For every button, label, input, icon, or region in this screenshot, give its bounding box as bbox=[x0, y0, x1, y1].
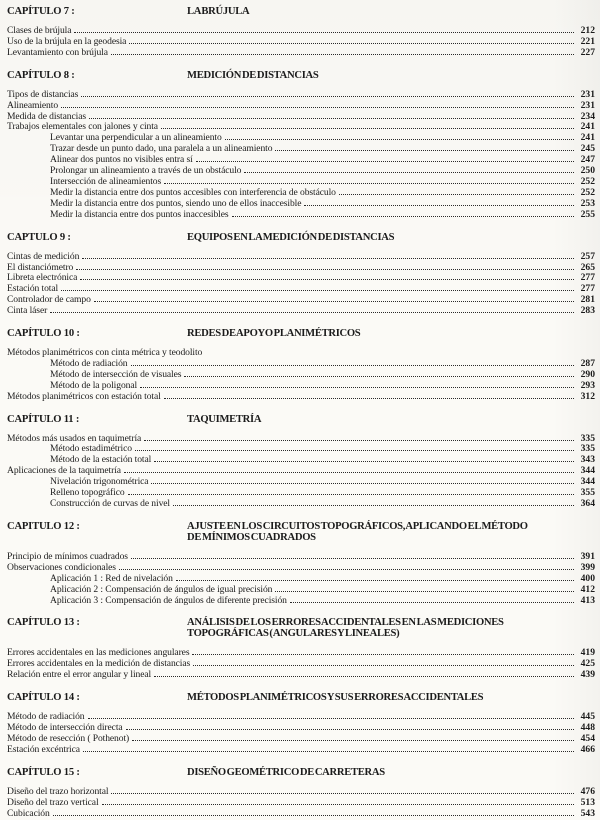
entry-title: Método de intersección de visuales bbox=[50, 368, 182, 380]
toc-entry bbox=[7, 809, 595, 820]
dot-leader bbox=[339, 194, 574, 195]
entry-title: Estación excéntrica bbox=[7, 743, 80, 755]
entry-title: Métodos planimétricos con cinta métrica y teodolito bbox=[7, 347, 203, 359]
toc-entry bbox=[7, 798, 595, 809]
entry-title: Aplicaciones de la taquimetría bbox=[7, 465, 121, 477]
toc-chapter bbox=[7, 70, 595, 221]
entry-page: 234 bbox=[580, 110, 595, 122]
dot-leader bbox=[131, 558, 574, 559]
entry-page: 419 bbox=[580, 647, 595, 659]
dot-leader bbox=[119, 569, 574, 570]
entry-page: 287 bbox=[580, 357, 595, 369]
toc-entry bbox=[7, 273, 595, 284]
entry-title: Método estadimétrico bbox=[50, 443, 132, 455]
dot-leader bbox=[232, 216, 575, 217]
dot-leader bbox=[76, 269, 574, 270]
dot-leader bbox=[50, 312, 574, 313]
entry-page: 344 bbox=[580, 476, 595, 488]
dot-leader bbox=[102, 804, 574, 805]
chapter-label: CAPÍTULO 15 : bbox=[7, 766, 80, 778]
dot-leader bbox=[111, 793, 574, 794]
chapter-label: CAPÍTULO 8 : bbox=[7, 69, 75, 81]
entry-page: 344 bbox=[580, 465, 595, 477]
dot-leader bbox=[176, 580, 574, 581]
dot-leader bbox=[132, 740, 574, 741]
entry-title: Alineamiento bbox=[7, 99, 59, 111]
entry-title: Estación total bbox=[7, 283, 59, 295]
entry-title: Construcción de curvas de nivel bbox=[50, 498, 170, 509]
chapter-header bbox=[7, 767, 595, 778]
dot-leader bbox=[135, 450, 574, 451]
entry-title: Cinta láser bbox=[7, 305, 48, 317]
entry-title: Nivelación trigonométrica bbox=[50, 476, 149, 488]
entry-page: 241 bbox=[580, 121, 595, 133]
entry-title: Cintas de medición bbox=[7, 250, 80, 262]
chapter-label: CAPÍTULO 14 : bbox=[7, 692, 80, 704]
dot-leader bbox=[154, 676, 574, 677]
entry-page: 257 bbox=[580, 250, 595, 262]
chapter-header bbox=[7, 328, 595, 339]
entry-page: 277 bbox=[580, 283, 595, 295]
toc-entry bbox=[7, 596, 595, 607]
entry-title: Tipos de distancias bbox=[7, 88, 79, 100]
entry-title: Medir la distancia entre dos puntos, siendo uno de ellos inaccesible bbox=[50, 197, 302, 209]
entry-page: 245 bbox=[580, 143, 595, 155]
toc-chapter bbox=[7, 232, 595, 317]
entry-title: Aplicación 1 : Red de nivelación bbox=[50, 572, 173, 584]
toc-entry bbox=[7, 284, 595, 295]
entry-title: Aplicación 3 : Compensación de ángulos de diferente precisión bbox=[50, 594, 287, 606]
entry-title: Método de la estación total bbox=[50, 454, 152, 466]
toc-entry bbox=[7, 670, 595, 681]
dot-leader bbox=[144, 440, 574, 441]
entry-page: 391 bbox=[580, 550, 595, 562]
entry-title: Métodos más usados en taquimetría bbox=[7, 432, 142, 444]
entry-page: 212 bbox=[580, 25, 595, 36]
entry-page: 277 bbox=[580, 272, 595, 284]
chapter-entries bbox=[7, 90, 595, 221]
entry-title: Levantamiento con brújula bbox=[7, 46, 108, 58]
entry-title: Cubicación bbox=[7, 807, 50, 819]
entry-title: Trabajos elementales con jalones y cinta bbox=[7, 121, 158, 133]
chapter-title: ANÁLISIS DE LOS ERRORES ACCIDENTALES EN LAS MEDICIONES TOPOGRÁFICAS ( ANGULARES Y LINEALES) bbox=[187, 617, 504, 640]
dot-leader bbox=[161, 128, 574, 129]
entry-title: Medir la distancia entre dos puntos accesibles con interferencia de obstáculo bbox=[50, 186, 336, 198]
dot-leader bbox=[173, 505, 574, 506]
entry-title: Intersección de alineamientos bbox=[50, 175, 162, 187]
dot-leader bbox=[290, 602, 574, 603]
entry-page: 281 bbox=[580, 294, 595, 306]
toc-chapter bbox=[7, 6, 595, 59]
chapter-title: MEDICIÓN DE DISTANCIAS bbox=[187, 69, 319, 81]
dot-leader bbox=[244, 172, 574, 173]
entry-page: 543 bbox=[580, 807, 595, 819]
dot-leader bbox=[304, 205, 574, 206]
dot-leader bbox=[126, 729, 574, 730]
entry-page: 231 bbox=[580, 99, 595, 111]
chapter-title: AJUSTE EN LOS CIRCUITOS TOPOGRÁFICOS, APLICANDO EL MÉTODO DE MÍNIMOS CUADRADOS bbox=[187, 520, 528, 543]
chapter-entries bbox=[7, 434, 595, 510]
dot-leader bbox=[82, 258, 574, 259]
entry-page: 454 bbox=[580, 732, 595, 744]
chapter-header bbox=[7, 6, 595, 17]
entry-title: El distanciómetro bbox=[7, 261, 74, 273]
dot-leader bbox=[53, 815, 574, 816]
chapter-header bbox=[7, 617, 595, 639]
toc-entry bbox=[7, 734, 595, 745]
dot-leader bbox=[89, 118, 574, 119]
entry-page: 293 bbox=[580, 379, 595, 391]
dot-leader bbox=[128, 494, 574, 495]
chapter-label: CAPÍTULO 13 : bbox=[7, 617, 80, 629]
dot-leader bbox=[80, 279, 574, 280]
toc-chapter bbox=[7, 521, 595, 607]
entry-page: 425 bbox=[580, 658, 595, 670]
entry-page: 399 bbox=[580, 561, 595, 573]
entry-title: Errores accidentales en las mediciones angulares bbox=[7, 647, 190, 659]
entry-title: Observaciones condicionales bbox=[7, 561, 116, 573]
dot-leader bbox=[124, 472, 574, 473]
toc-entry bbox=[7, 295, 595, 306]
toc-chapter bbox=[7, 692, 595, 756]
toc-entry bbox=[7, 392, 595, 403]
chapter-entries bbox=[7, 552, 595, 607]
entry-title: Método de la poligonal bbox=[50, 379, 138, 391]
entry-page: 343 bbox=[580, 454, 595, 466]
entry-title: Medir la distancia entre dos puntos inaccesibles bbox=[50, 208, 229, 220]
entry-title: Prolongar un alineamiento a través de un obstáculo bbox=[50, 165, 242, 177]
toc-chapter bbox=[7, 767, 595, 820]
entry-title: Método de intersección directa bbox=[7, 722, 123, 734]
entry-page: 439 bbox=[580, 669, 595, 681]
dot-leader bbox=[192, 654, 574, 655]
entry-page: 413 bbox=[580, 594, 595, 606]
chapter-header bbox=[7, 232, 595, 243]
dot-leader bbox=[275, 150, 574, 151]
table-of-contents bbox=[7, 6, 595, 820]
chapter-entries bbox=[7, 26, 595, 59]
dot-leader bbox=[164, 183, 574, 184]
chapter-entries bbox=[7, 712, 595, 756]
dot-leader bbox=[61, 107, 574, 108]
chapter-label: CAPÍTULO 10 : bbox=[7, 328, 80, 340]
entry-page: 335 bbox=[580, 432, 595, 444]
entry-page: 253 bbox=[580, 197, 595, 209]
chapter-label: CAPÍTULO 7 : bbox=[7, 6, 75, 17]
entry-title: Relleno topográfico bbox=[50, 487, 125, 499]
entry-page: 250 bbox=[580, 165, 595, 177]
entry-page: 227 bbox=[580, 46, 595, 58]
dot-leader bbox=[94, 301, 574, 302]
entry-title: Relación entre el error angular y lineal bbox=[7, 669, 152, 681]
toc-entry bbox=[7, 574, 595, 585]
entry-page: 312 bbox=[580, 390, 595, 402]
toc-entry bbox=[7, 90, 595, 101]
dot-leader bbox=[275, 591, 574, 592]
entry-title: Alinear dos puntos no visibles entra sí bbox=[50, 154, 193, 166]
entry-page: 513 bbox=[580, 796, 595, 808]
entry-page: 400 bbox=[580, 572, 595, 584]
entry-title: Aplicación 2 : Compensación de ángulos de igual precisión bbox=[50, 583, 273, 595]
entry-page: 241 bbox=[580, 132, 595, 144]
entry-page: 283 bbox=[580, 305, 595, 317]
dot-leader bbox=[111, 54, 574, 55]
entry-title: Diseño del trazo horizontal bbox=[7, 785, 109, 797]
dot-leader bbox=[184, 376, 574, 377]
entry-page: 355 bbox=[580, 487, 595, 499]
entry-page: 252 bbox=[580, 175, 595, 187]
toc-entry bbox=[7, 499, 595, 510]
chapter-title: TAQUIMETRÍA bbox=[187, 413, 262, 425]
entry-title: Método de radiación bbox=[50, 357, 128, 369]
entry-title: Libreta electrónica bbox=[7, 272, 78, 284]
chapter-label: CAPÍTULO 11 : bbox=[7, 413, 80, 425]
dot-leader bbox=[164, 398, 574, 399]
chapter-title: EQUIPOS EN LA MEDICIÓN DE DISTANCIAS bbox=[187, 231, 395, 243]
entry-page: 335 bbox=[580, 443, 595, 455]
toc-chapter bbox=[7, 617, 595, 681]
entry-page: 412 bbox=[580, 583, 595, 595]
chapter-header bbox=[7, 521, 595, 543]
toc-chapter bbox=[7, 414, 595, 510]
dot-leader bbox=[61, 290, 574, 291]
dot-leader bbox=[154, 461, 574, 462]
entry-page: 476 bbox=[580, 785, 595, 797]
entry-title: Diseño del trazo vertical bbox=[7, 796, 99, 808]
dot-leader bbox=[74, 32, 574, 33]
entry-page: 255 bbox=[580, 208, 595, 220]
entry-title: Levantar una perpendicular a un alineamiento bbox=[50, 132, 222, 144]
toc-entry bbox=[7, 585, 595, 596]
chapter-entries bbox=[7, 787, 595, 820]
chapter-title: MÉTODOS PLANIMÉTRICOS Y SUS ERRORES ACCIDENTALES bbox=[187, 692, 484, 704]
entry-page: 290 bbox=[580, 368, 595, 380]
chapter-title: DISEÑO GEOMÉTRICO DE CARRETERAS bbox=[187, 766, 385, 778]
dot-leader bbox=[131, 365, 575, 366]
dot-leader bbox=[129, 43, 574, 44]
entry-title: Uso de la brújula en la geodesia bbox=[7, 35, 127, 47]
chapter-header bbox=[7, 692, 595, 703]
chapter-title: REDES DE APOYO PLANIMÉTRICOS bbox=[187, 328, 361, 340]
dot-leader bbox=[88, 718, 575, 719]
chapter-title: LA BRÚJULA bbox=[187, 6, 250, 17]
entry-title: Principio de mínimos cuadrados bbox=[7, 550, 128, 562]
dot-leader bbox=[193, 665, 574, 666]
toc-entry bbox=[7, 101, 595, 112]
dot-leader bbox=[83, 751, 574, 752]
entry-page: 231 bbox=[580, 88, 595, 100]
entry-title: Métodos planimétricos con estación total bbox=[7, 390, 161, 402]
entry-title: Trazar desde un punto dado, una paralela a un alineamiento bbox=[50, 143, 273, 155]
chapter-entries bbox=[7, 252, 595, 317]
entry-page: 247 bbox=[580, 154, 595, 166]
entry-title: Método de radiación bbox=[7, 711, 85, 723]
entry-title: Controlador de campo bbox=[7, 294, 91, 306]
toc-entry bbox=[7, 745, 595, 756]
chapter-entries bbox=[7, 348, 595, 403]
chapter-label: CAPITULO 12 : bbox=[7, 520, 80, 532]
chapter-label: CAPTULO 9 : bbox=[7, 231, 71, 243]
entry-page: 221 bbox=[580, 35, 595, 47]
toc-entry bbox=[7, 210, 595, 221]
entry-page: 252 bbox=[580, 186, 595, 198]
entry-page: 448 bbox=[580, 722, 595, 734]
dot-leader bbox=[151, 483, 574, 484]
toc-entry bbox=[7, 252, 595, 263]
entry-title: Clases de brújula bbox=[7, 25, 72, 36]
entry-title: Medida de distancias bbox=[7, 110, 86, 122]
entry-page: 445 bbox=[580, 711, 595, 723]
entry-title: Método de resección ( Pothenot) bbox=[7, 732, 130, 744]
toc-chapter bbox=[7, 328, 595, 403]
entry-page: 466 bbox=[580, 743, 595, 755]
entry-title: Errores accidentales en la medición de distancias bbox=[7, 658, 191, 670]
toc-entry bbox=[7, 263, 595, 274]
entry-page: 265 bbox=[580, 261, 595, 273]
entry-page: 364 bbox=[580, 498, 595, 509]
dot-leader bbox=[81, 96, 574, 97]
chapter-header bbox=[7, 414, 595, 425]
chapter-entries bbox=[7, 648, 595, 681]
chapter-header bbox=[7, 70, 595, 81]
toc-entry bbox=[7, 306, 595, 317]
dot-leader bbox=[196, 161, 574, 162]
dot-leader bbox=[225, 139, 574, 140]
dot-leader bbox=[140, 387, 574, 388]
toc-entry bbox=[7, 48, 595, 59]
